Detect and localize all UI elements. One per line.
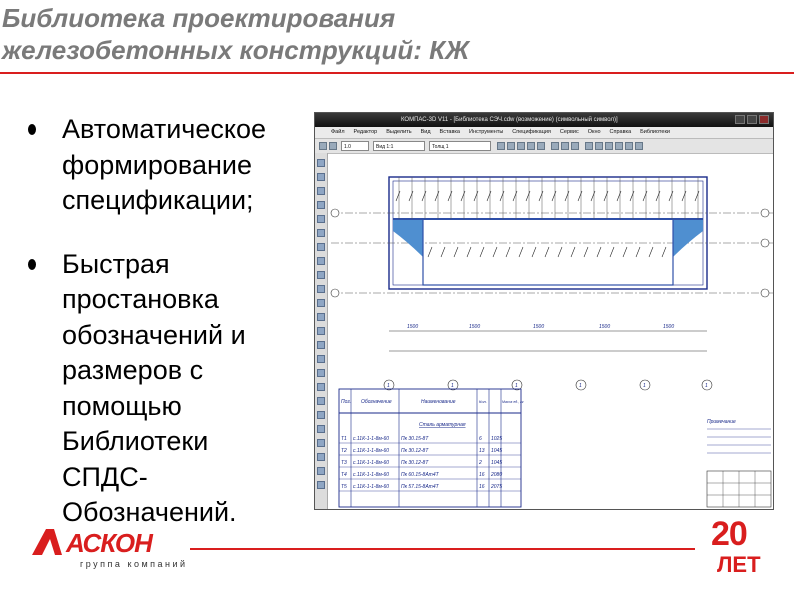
leader-mark: [636, 247, 640, 257]
maximize-icon[interactable]: [747, 115, 757, 124]
symbol-tool-icon[interactable]: [317, 187, 325, 195]
bullet-line: Автоматическое: [62, 114, 267, 144]
leader-mark: [513, 191, 517, 201]
tool-icon[interactable]: [605, 142, 613, 150]
table-header: Наименование: [421, 399, 456, 405]
table-cell: Пк 30.12-8Т: [401, 460, 429, 466]
table-cell: с.11К-1-1-8м-60: [353, 436, 390, 442]
bullet-line: Быстрая: [62, 248, 170, 279]
menu-item-help[interactable]: Справка: [609, 129, 632, 135]
slab-plan-outline: [389, 177, 707, 289]
menu-item-select[interactable]: Выделить: [386, 129, 412, 135]
title-divider: [0, 72, 794, 74]
bullet-line: размеров с: [62, 355, 204, 385]
slide-title-line-1: Библиотека проектирования: [2, 3, 396, 33]
table-cell: Т4: [341, 472, 347, 478]
select-tool-icon[interactable]: [317, 243, 325, 251]
tool-icon[interactable]: [317, 341, 325, 349]
minimize-icon[interactable]: [735, 115, 745, 124]
leader-mark: [454, 247, 458, 257]
tool-icon[interactable]: [615, 142, 623, 150]
footer-rule: [190, 548, 695, 550]
leader-mark: [396, 191, 400, 201]
slab-inner-outline: [393, 181, 703, 285]
leader-mark: [578, 191, 582, 201]
tool-icon[interactable]: [317, 439, 325, 447]
leader-mark: [643, 191, 647, 201]
table-cell: 1045: [491, 460, 503, 466]
slide-title-line-2: железобетонных конструкций: КЖ: [2, 35, 470, 65]
tool-icon[interactable]: [561, 142, 569, 150]
table-cell: Пк 30.15-8Т: [401, 436, 429, 442]
open-icon[interactable]: [329, 142, 337, 150]
line-style-select[interactable]: Толщ 1: [429, 141, 491, 151]
axis-mark: 1: [515, 383, 518, 389]
axis-mark: 1: [643, 383, 646, 389]
menu-item-window[interactable]: Окно: [587, 129, 601, 135]
bullet-dot-icon: [28, 124, 36, 135]
axis-bubble: [761, 239, 769, 247]
ascon-logo-text: АСКОН: [66, 528, 152, 557]
tool-icon[interactable]: [585, 142, 593, 150]
axis-mark: 1: [579, 383, 582, 389]
leader-mark: [656, 191, 660, 201]
notes-title: Примечание: [707, 419, 736, 425]
view-tool-icon[interactable]: [317, 313, 325, 321]
bullet-line: помощью: [62, 390, 182, 421]
table-cell: Т2: [341, 448, 347, 454]
tool-icon[interactable]: [317, 327, 325, 335]
leader-mark: [493, 247, 497, 257]
bullet-line: СПДС-: [62, 461, 148, 492]
axis-bubble: [761, 289, 769, 297]
leader-mark: [558, 247, 562, 257]
table-cell: 16: [479, 484, 485, 490]
table-header: Кол.: [479, 399, 487, 404]
new-doc-icon[interactable]: [319, 142, 327, 150]
leader-mark: [571, 247, 575, 257]
tool-icon[interactable]: [625, 142, 633, 150]
axis-bubble: [331, 289, 339, 297]
axis-mark: 1: [705, 383, 708, 389]
tool-icon[interactable]: [635, 142, 643, 150]
tool-icon[interactable]: [317, 383, 325, 391]
table-cell: с.11К-1-1-8м-60: [353, 460, 390, 466]
leader-mark: [448, 191, 452, 201]
param-tool-icon[interactable]: [317, 215, 325, 223]
layer-tool-icon[interactable]: [317, 299, 325, 307]
axis-bubble: [761, 209, 769, 217]
leader-mark: [662, 247, 666, 257]
axis-bubble: [331, 209, 339, 217]
leader-mark: [526, 191, 530, 201]
tool-icon[interactable]: [537, 142, 545, 150]
leader-mark: [695, 191, 699, 201]
tool-icon[interactable]: [317, 467, 325, 475]
dimension-text: 1500: [407, 324, 419, 330]
view-select[interactable]: Вид 1:1: [373, 141, 425, 151]
menu-item-libraries[interactable]: Библиотеки: [640, 129, 670, 135]
leader-mark: [422, 191, 426, 201]
menu-bar: [315, 127, 773, 139]
leader-mark: [487, 191, 491, 201]
tool-icon[interactable]: [517, 142, 525, 150]
leader-mark: [597, 247, 601, 257]
table-cell: 2080: [491, 472, 503, 478]
report-tool-icon[interactable]: [317, 271, 325, 279]
leader-mark: [539, 191, 543, 201]
haunch-fill-right: [673, 219, 703, 257]
table-cell: 13: [479, 448, 485, 454]
bullet-item-specification: [28, 112, 318, 219]
tool-icon[interactable]: [317, 481, 325, 489]
bullet-item-designations: [28, 247, 318, 531]
table-cell: 2: [479, 460, 482, 466]
insert-tool-icon[interactable]: [317, 285, 325, 293]
anniversary-word: ЛЕТ: [717, 552, 761, 577]
measure-tool-icon[interactable]: [317, 229, 325, 237]
table-header: Масса ед., кг: [502, 400, 524, 404]
leader-mark: [604, 191, 608, 201]
table-cell: Пк 30.12-8Т: [401, 448, 429, 454]
menu-item-tools[interactable]: Инструменты: [469, 129, 504, 135]
ascon-logo: [32, 525, 192, 557]
anniversary-number: 20: [711, 515, 747, 553]
leader-mark: [467, 247, 471, 257]
table-section-title: Сталь арматурная: [419, 422, 466, 428]
leader-mark: [591, 191, 595, 201]
table-cell: Т5: [341, 484, 347, 490]
bullet-line: простановка: [62, 284, 219, 314]
leader-mark: [506, 247, 510, 257]
tool-icon[interactable]: [317, 453, 325, 461]
bullet-line: формирование: [62, 149, 252, 180]
vertical-axis-bubbles: [384, 380, 712, 390]
table-cell: с.11К-1-1-8м-60: [353, 448, 390, 454]
menu-item-edit[interactable]: Редактор: [353, 129, 378, 135]
dimension-tool-icon[interactable]: [317, 173, 325, 181]
slide-title: [2, 2, 469, 66]
dimension-text: 1500: [533, 324, 545, 330]
leader-mark: [519, 247, 523, 257]
table-cell: 6: [479, 436, 482, 442]
main-toolbar: [315, 139, 773, 154]
leader-mark: [565, 191, 569, 201]
tool-icon[interactable]: [507, 142, 515, 150]
slab-panel: [423, 219, 673, 285]
leader-mark: [474, 191, 478, 201]
window-titlebar: [315, 113, 773, 127]
dimension-texts: [407, 324, 674, 330]
bullet-list: [28, 112, 318, 531]
table-cell: 16: [479, 472, 485, 478]
menu-item-view[interactable]: Вид: [420, 129, 431, 135]
kompas-window-screenshot: [314, 112, 774, 510]
axis-mark: 1: [451, 383, 454, 389]
panel-joint-lines: [396, 177, 699, 257]
axis-mark: 1: [387, 383, 390, 389]
table-cell: Т1: [341, 436, 347, 442]
bullet-line: Библиотеки: [62, 426, 209, 456]
bullet-line: Обозначений.: [62, 497, 237, 527]
tool-icon[interactable]: [595, 142, 603, 150]
leader-mark: [682, 191, 686, 201]
menu-item-file[interactable]: Файл: [331, 129, 345, 135]
tool-icon[interactable]: [317, 355, 325, 363]
leader-mark: [500, 191, 504, 201]
geometry-tool-icon[interactable]: [317, 159, 325, 167]
table-header: Поз.: [341, 399, 352, 405]
layer-select[interactable]: 1.0: [341, 141, 369, 151]
leader-mark: [532, 247, 536, 257]
menu-item-service[interactable]: Сервис: [559, 129, 579, 135]
table-cell: 1045: [491, 448, 503, 454]
haunch-fill-left: [393, 219, 423, 257]
logo-subtext: группа компаний: [80, 559, 188, 569]
tool-icon[interactable]: [497, 142, 505, 150]
table-cell: 2075: [491, 484, 503, 490]
menu-item-specification[interactable]: Спецификация: [512, 129, 551, 135]
tool-icon[interactable]: [571, 142, 579, 150]
dimension-text: 1500: [599, 324, 611, 330]
tool-icon[interactable]: [551, 142, 559, 150]
bullet-dot-icon: [28, 259, 36, 270]
dimension-text: 1500: [469, 324, 481, 330]
tool-icon[interactable]: [317, 397, 325, 405]
leader-mark: [545, 247, 549, 257]
leader-mark: [669, 191, 673, 201]
edit-tool-icon[interactable]: [317, 201, 325, 209]
table-cell: 1025: [491, 436, 503, 442]
leader-mark: [409, 191, 413, 201]
leader-mark: [630, 191, 634, 201]
table-cell: Т3: [341, 460, 347, 466]
tool-icon[interactable]: [527, 142, 535, 150]
leader-mark: [441, 247, 445, 257]
ascon-logo-mark: [32, 529, 62, 555]
notes-block: [707, 419, 771, 507]
bullet-line: обозначений и: [62, 319, 246, 350]
leader-mark: [623, 247, 627, 257]
leader-mark: [649, 247, 653, 257]
leader-mark: [584, 247, 588, 257]
table-cell: с.11К-1-1-8м-60: [353, 484, 390, 490]
table-cell: с.11К-1-1-8м-60: [353, 472, 390, 478]
close-icon[interactable]: [759, 115, 769, 124]
leader-mark: [617, 191, 621, 201]
leader-mark: [480, 247, 484, 257]
menu-item-insert[interactable]: Вставка: [439, 129, 460, 135]
leader-mark: [610, 247, 614, 257]
window-title: КОМПАС-3D V11 - [Библиотека СЭЧ.cdw (возможение) (символьный символ)]: [401, 117, 618, 123]
tool-icon[interactable]: [317, 369, 325, 377]
table-header: Обозначение: [361, 399, 392, 405]
leader-mark: [552, 191, 556, 201]
dimension-text: 1500: [663, 324, 675, 330]
leader-mark: [428, 247, 432, 257]
drawing-canvas[interactable]: [327, 153, 773, 509]
bullet-line: спецификации;: [62, 185, 254, 215]
leader-mark: [461, 191, 465, 201]
tool-icon[interactable]: [317, 411, 325, 419]
tool-icon[interactable]: [317, 425, 325, 433]
leader-mark: [435, 191, 439, 201]
specification-table: [339, 389, 524, 507]
spec-tool-icon[interactable]: [317, 257, 325, 265]
table-cell: Пк 57.15-8Ат4Т: [401, 484, 439, 490]
table-cell: Пк 60.15-8Ат4Т: [401, 472, 439, 478]
